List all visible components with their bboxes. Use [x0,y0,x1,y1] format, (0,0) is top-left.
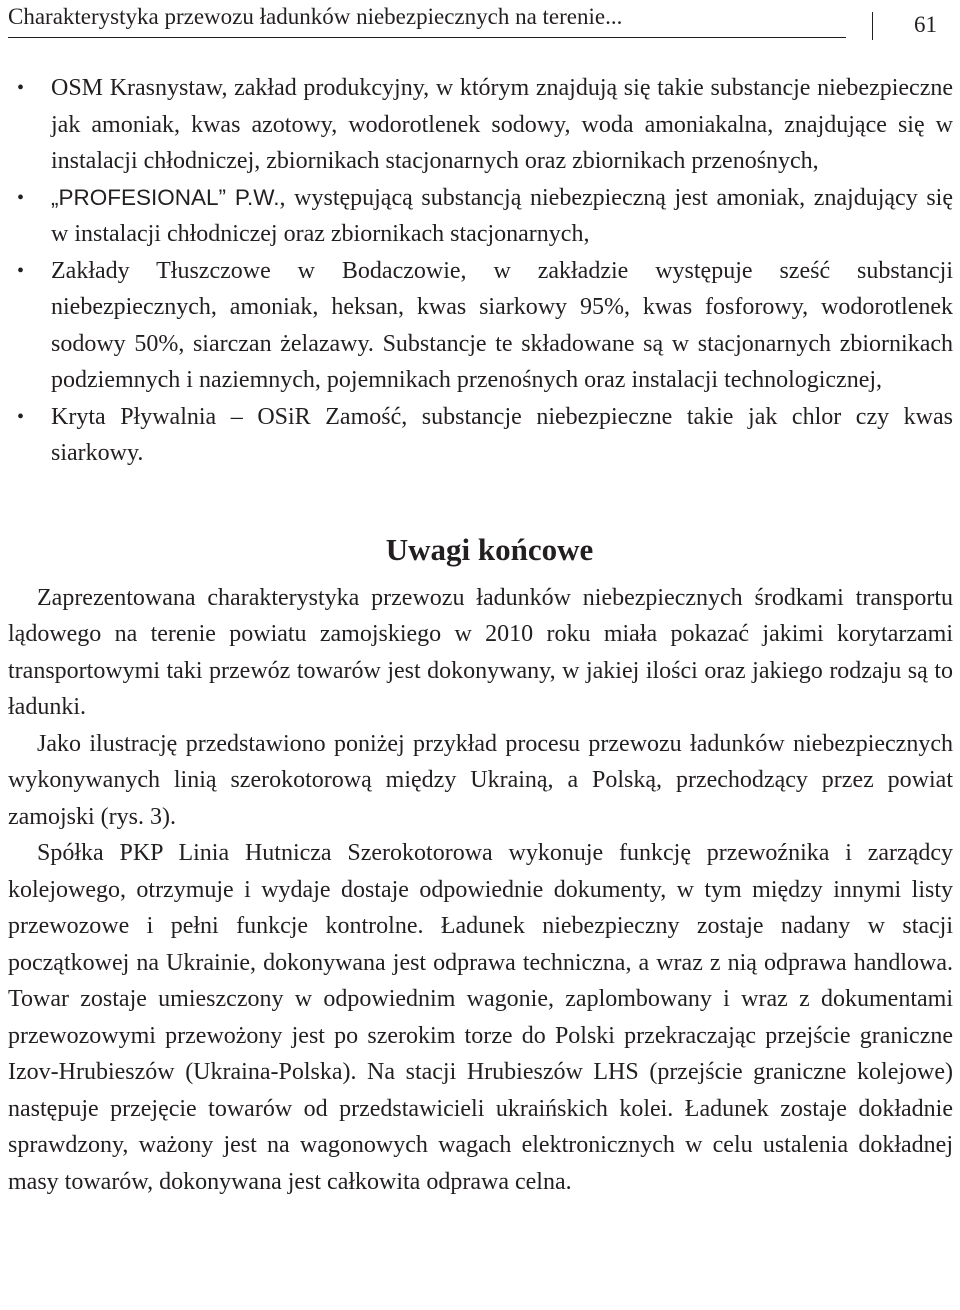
list-item [8,399,953,472]
running-title: Charakterystyka przewozu ładunków niebezpiecznych na terenie... [8,4,623,29]
running-header [8,0,953,44]
list-item [8,180,953,253]
paragraph: Zaprezentowana charakterystyka przewozu ładunków niebezpiecznych środkami transportu lądowego na terenie powiatu zamojskiego w 2010 roku miała pokazać jakimi korytarzami transportowymi taki przewóz towarów jest dokonywany, w jakiej ilości oraz jakiego rodzaju są to ładunki. [8,584,953,720]
list-item-text: Zakłady Tłuszczowe w Bodaczowie, w zakładzie występuje sześć substancji niebezpiecznych, amoniak, heksan, kwas siarkowy 95%, kwas fosforowy, wodorotlenek sodowy 50%, siarczan żelazawy. Substancje te składowane są w stacjonarnych zbiornikach podziemnych i naziemnych, pojemnikach przenośnych oraz instalacji technologicznej, [51,257,953,393]
company-name: „PROFESIONAL” P.W. [51,184,280,210]
list-item [8,70,953,180]
paragraph: Spółka PKP Linia Hutnicza Szerokotorowa wykonuje funkcję przewoźnika i zarządcy kolejowego, otrzymuje i wydaje dostaje odpowiednie dokumenty, w tym między innymi listy przewozowe i pełni funkcje kontrolne. Ładunek niebezpieczny zostaje nadany w stacji początkowej na Ukrainie, dokonywana jest odprawa techniczna, a wraz z nią odprawa handlowa. Towar zostaje umieszczony w odpowiednim wagonie, zaplombowany i wraz z dokumentami przewozowymi przewożony jest po szerokim torze do Polski przekraczając przejście graniczne Izov-Hrubieszów (Ukraina-Polska). Na stacji Hrubieszów LHS (przejście graniczne kolejowe) następuje przejęcie towarów od przedstawicieli ukraińskich kolei. Ładunek zostaje dokładnie sprawdzony, ważony jest na wagonowych wagach elektronicznych w celu ustalenia dokładnej masy towarów, dokonywana jest całkowita odprawa celna. [8,840,953,1195]
header-divider [872,12,873,40]
bullet-icon: • [17,77,25,99]
bullet-list [8,70,953,472]
bullet-icon: • [17,186,25,209]
header-rule [8,37,846,38]
bullet-icon: • [17,259,25,282]
list-item-text: , występującą substancją niebezpieczną jest amoniak, znajdujący się w instalacji chłodniczej oraz zbiornikach stacjonarnych, [51,184,953,247]
list-item [8,253,953,399]
bullet-icon: • [17,405,25,428]
page-number: 61 [914,12,937,37]
list-item-text: Kryta Pływalnia – OSiR Zamość, substancje niebezpieczne takie jak chlor czy kwas siarkowy. [51,403,953,466]
section-title: Uwagi końcowe [385,531,594,567]
list-item-text: OSM Krasnystaw, zakład produkcyjny, w którym znajdują się takie substancje niebezpieczne jak amoniak, kwas azotowy, wodorotlenek sodowy, woda amoniakalna, znajdujące się w instalacji chłodniczej, zbiornikach stacjonarnych oraz zbiornikach przenośnych, [51,75,953,174]
paragraph: Jako ilustrację przedstawiono poniżej przykład procesu przewozu ładunków niebezpiecznych wykonywanych linią szerokotorową między Ukrainą, a Polską, przechodzący przez powiat zamojski (rys. 3). [8,730,953,830]
page-content [8,70,953,1200]
